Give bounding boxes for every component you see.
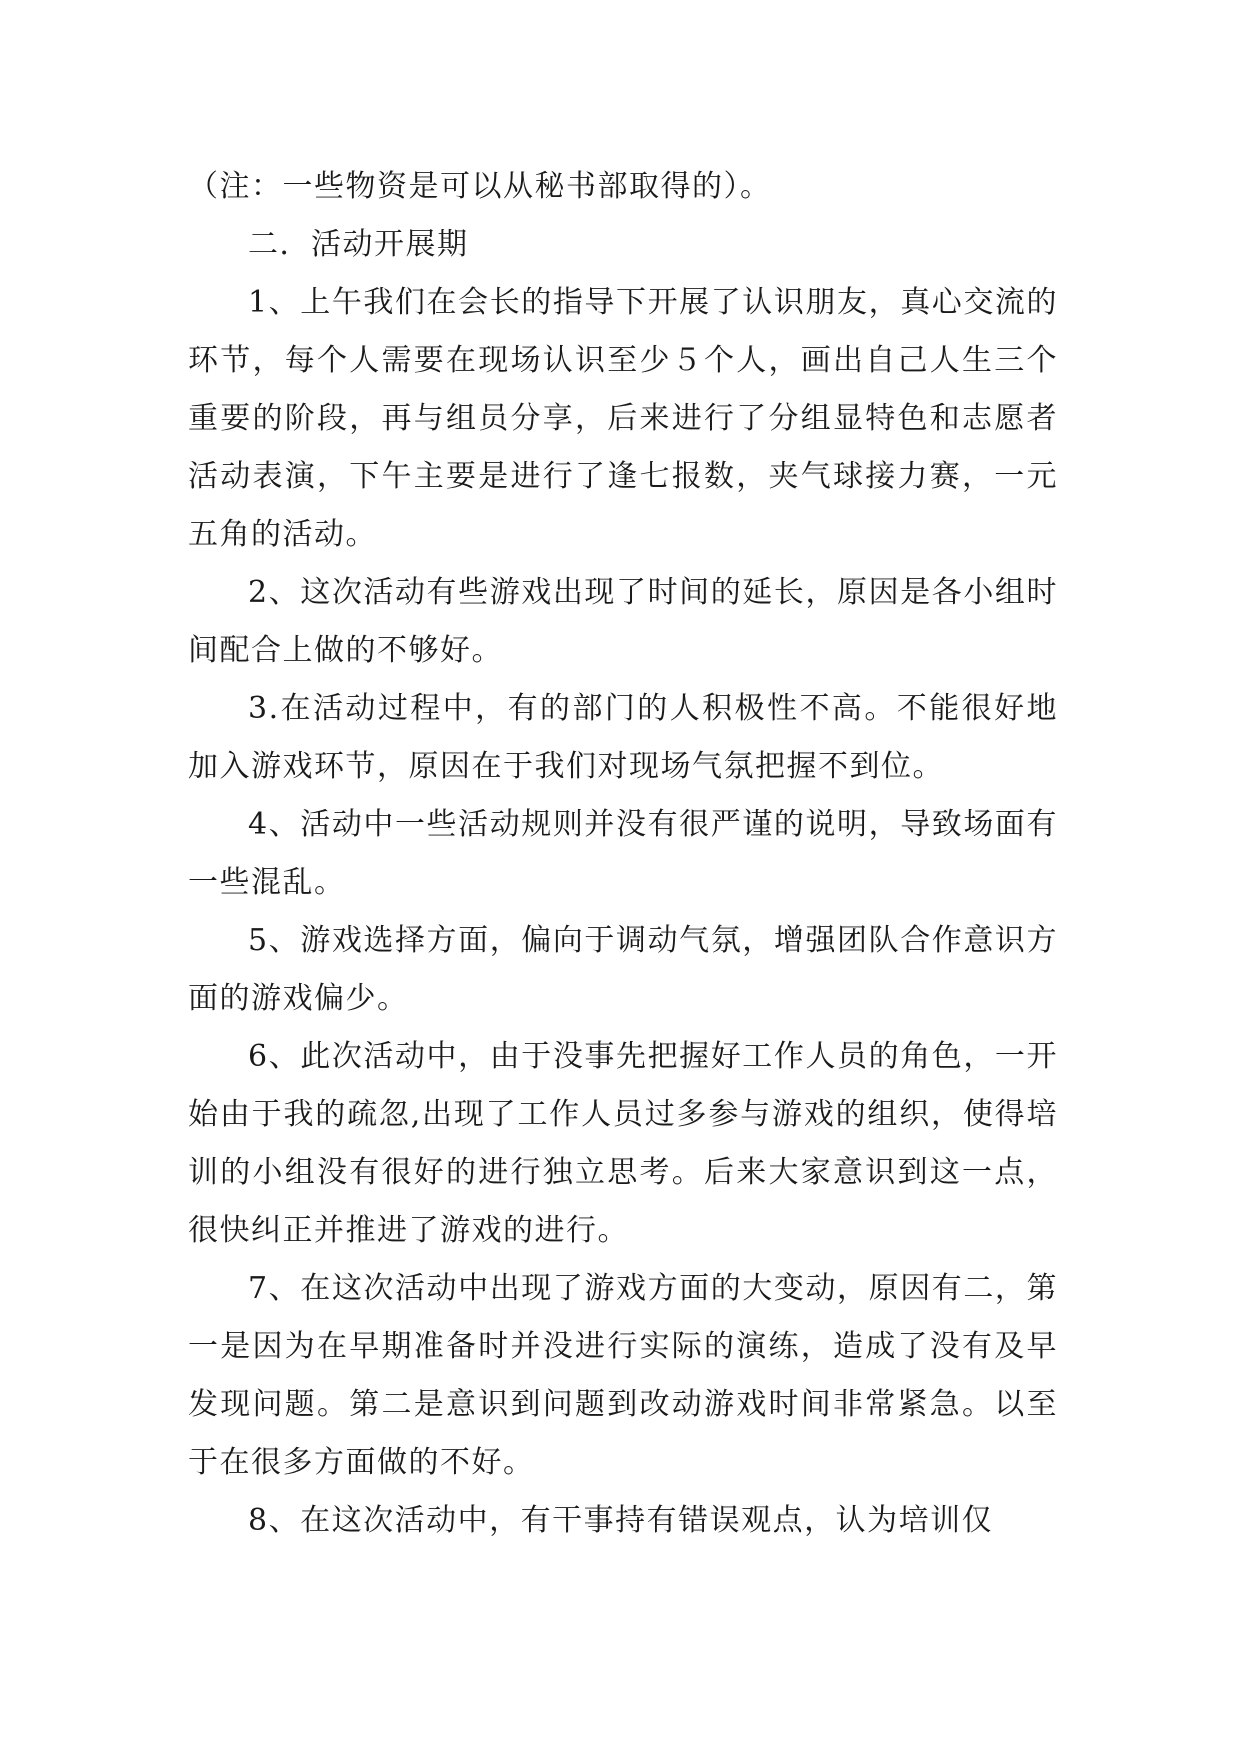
paragraph-item-6: 6、此次活动中，由于没事先把握好工作人员的角色，一开始由于我的疏忽,出现了工作人员过多参与游戏的组织，使得培训的小组没有很好的进行独立思考。后来大家意识到这一点，很快纠正并推进了游戏的进行。 bbox=[188, 1039, 1058, 1248]
paragraph-item-7: 7、在这次活动中出现了游戏方面的大变动，原因有二，第一是因为在早期准备时并没进行实际的演练，造成了没有及早发现问题。第二是意识到问题到改动游戏时间非常紧急。以至于在很多方面做的不好。 bbox=[188, 1271, 1058, 1480]
paragraph-item-2: 2、这次活动有些游戏出现了时间的延长，原因是各小组时间配合上做的不够好。 bbox=[188, 575, 1058, 668]
section-heading: 二．活动开展期 bbox=[248, 227, 469, 262]
document-body bbox=[188, 158, 1058, 1550]
paragraph-item-4: 4、活动中一些活动规则并没有很严谨的说明，导致场面有一些混乱。 bbox=[188, 807, 1058, 900]
paragraph-item-5: 5、游戏选择方面，偏向于调动气氛，增强团队合作意识方面的游戏偏少。 bbox=[188, 923, 1058, 1016]
paragraph-item-1: 1、上午我们在会长的指导下开展了认识朋友，真心交流的环节，每个人需要在现场认识至少５个人，画出自己人生三个重要的阶段，再与组员分享，后来进行了分组显特色和志愿者活动表演，下午主要是进行了逢七报数，夹气球接力赛，一元五角的活动。 bbox=[188, 285, 1058, 552]
paragraph-item-3: 3.在活动过程中，有的部门的人积极性不高。不能很好地加入游戏环节，原因在于我们对现场气氛把握不到位。 bbox=[188, 691, 1058, 784]
paragraph-item-8: 8、在这次活动中，有干事持有错误观点，认为培训仅 bbox=[248, 1503, 994, 1538]
paragraph-note: （注：一些物资是可以从秘书部取得的）。 bbox=[188, 169, 772, 204]
